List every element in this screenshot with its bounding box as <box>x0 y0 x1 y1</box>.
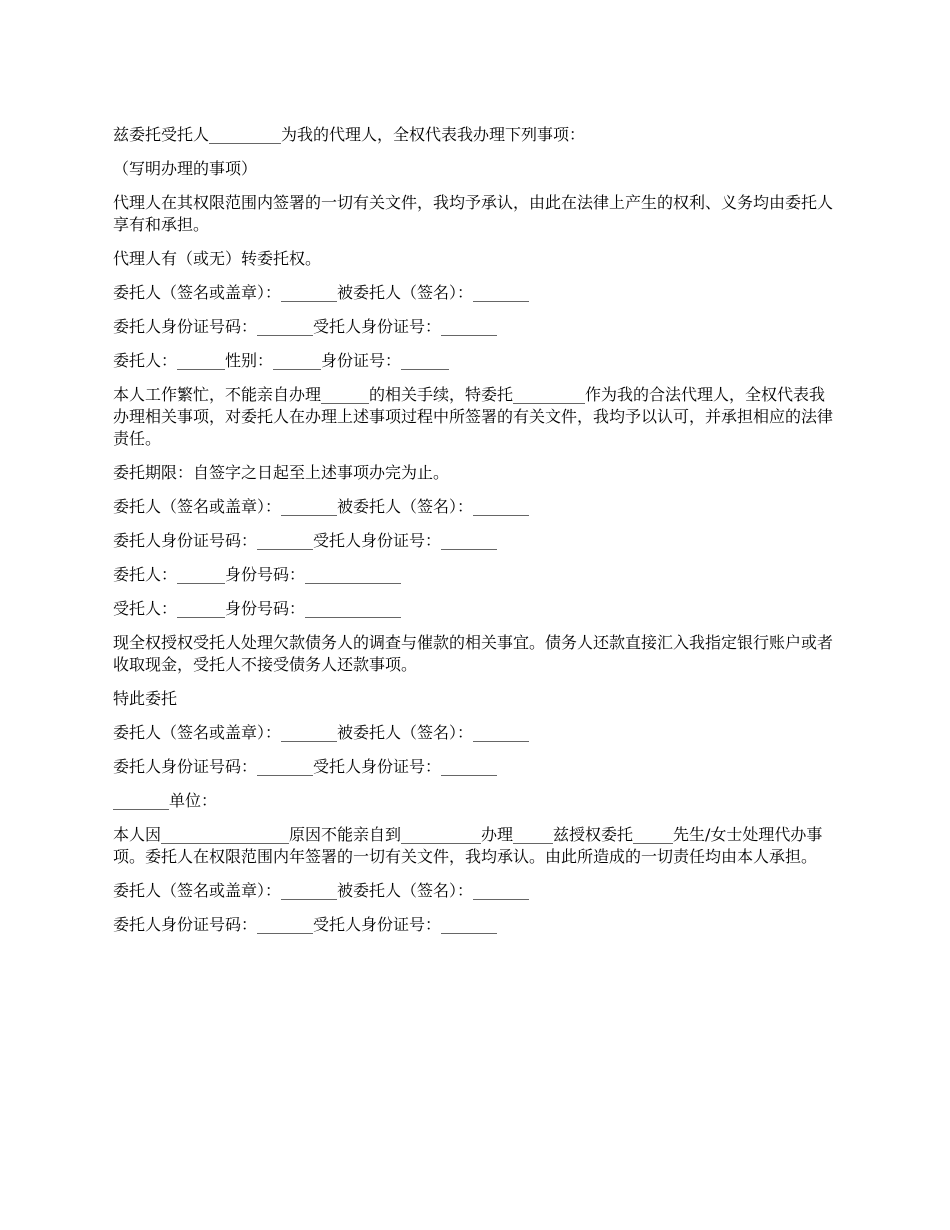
paragraph-sub-delegation: 代理人有（或无）转委托权。 <box>113 249 322 268</box>
paragraph-busy-entrust: 本人工作繁忙，不能亲自办理______的相关手续，特委托_________作为我的合法代理人，全权代表我办理相关事项，对委托人在办理上述事项过程中所签署的有关文件，我均予以认可，并承担相应的法律责任。 <box>113 385 834 448</box>
hereby-entrust-line: 特此委托 <box>113 689 178 708</box>
id-number-line: 委托人身份证号码：_______受托人身份证号：_______ <box>113 915 498 934</box>
signature-line: 委托人（签名或盖章）：_______被委托人（签名）：_______ <box>113 881 530 900</box>
paragraph-agent-authority: 代理人在其权限范围内签署的一切有关文件，我均予承认，由此在法律上产生的权利、义务均由委托人享有和承担。 <box>113 193 834 234</box>
entrust-period-line: 委托期限：自签字之日起至上述事项办完为止。 <box>113 463 450 482</box>
paragraph-debt-collection: 现全权授权受托人处理欠款债务人的调查与催款的相关事宜。债务人还款直接汇入我指定银行账户或者收取现金，受托人不接受债务人还款事项。 <box>113 633 834 674</box>
paragraph-entrust-agent: 兹委托受托人_________为我的代理人，全权代表我办理下列事项： <box>113 125 586 144</box>
id-number-line: 委托人身份证号码：_______受托人身份证号：_______ <box>113 531 498 550</box>
paragraph-matters-note: （写明办理的事项） <box>113 159 258 178</box>
id-number-line: 委托人身份证号码：_______受托人身份证号：_______ <box>113 757 498 776</box>
paragraph-cannot-attend: 本人因________________原因不能亲自到__________办理_____兹授权委托_____先生/女士处理代办事项。委托人在权限范围内年签署的一切有关文件，我均承认。由此所造成的一切责任均由本人承担。 <box>113 825 823 866</box>
agent-id-line: 受托人：______身份号码：____________ <box>113 599 402 618</box>
principal-info-line: 委托人：______性别：______身份证号：______ <box>113 351 450 370</box>
signature-line: 委托人（签名或盖章）：_______被委托人（签名）：_______ <box>113 497 530 516</box>
signature-line: 委托人（签名或盖章）：_______被委托人（签名）：_______ <box>113 723 530 742</box>
id-number-line: 委托人身份证号码：_______受托人身份证号：_______ <box>113 317 498 336</box>
signature-line: 委托人（签名或盖章）：_______被委托人（签名）：_______ <box>113 283 530 302</box>
unit-line: _______单位： <box>113 791 218 810</box>
principal-id-line: 委托人：______身份号码：____________ <box>113 565 402 584</box>
